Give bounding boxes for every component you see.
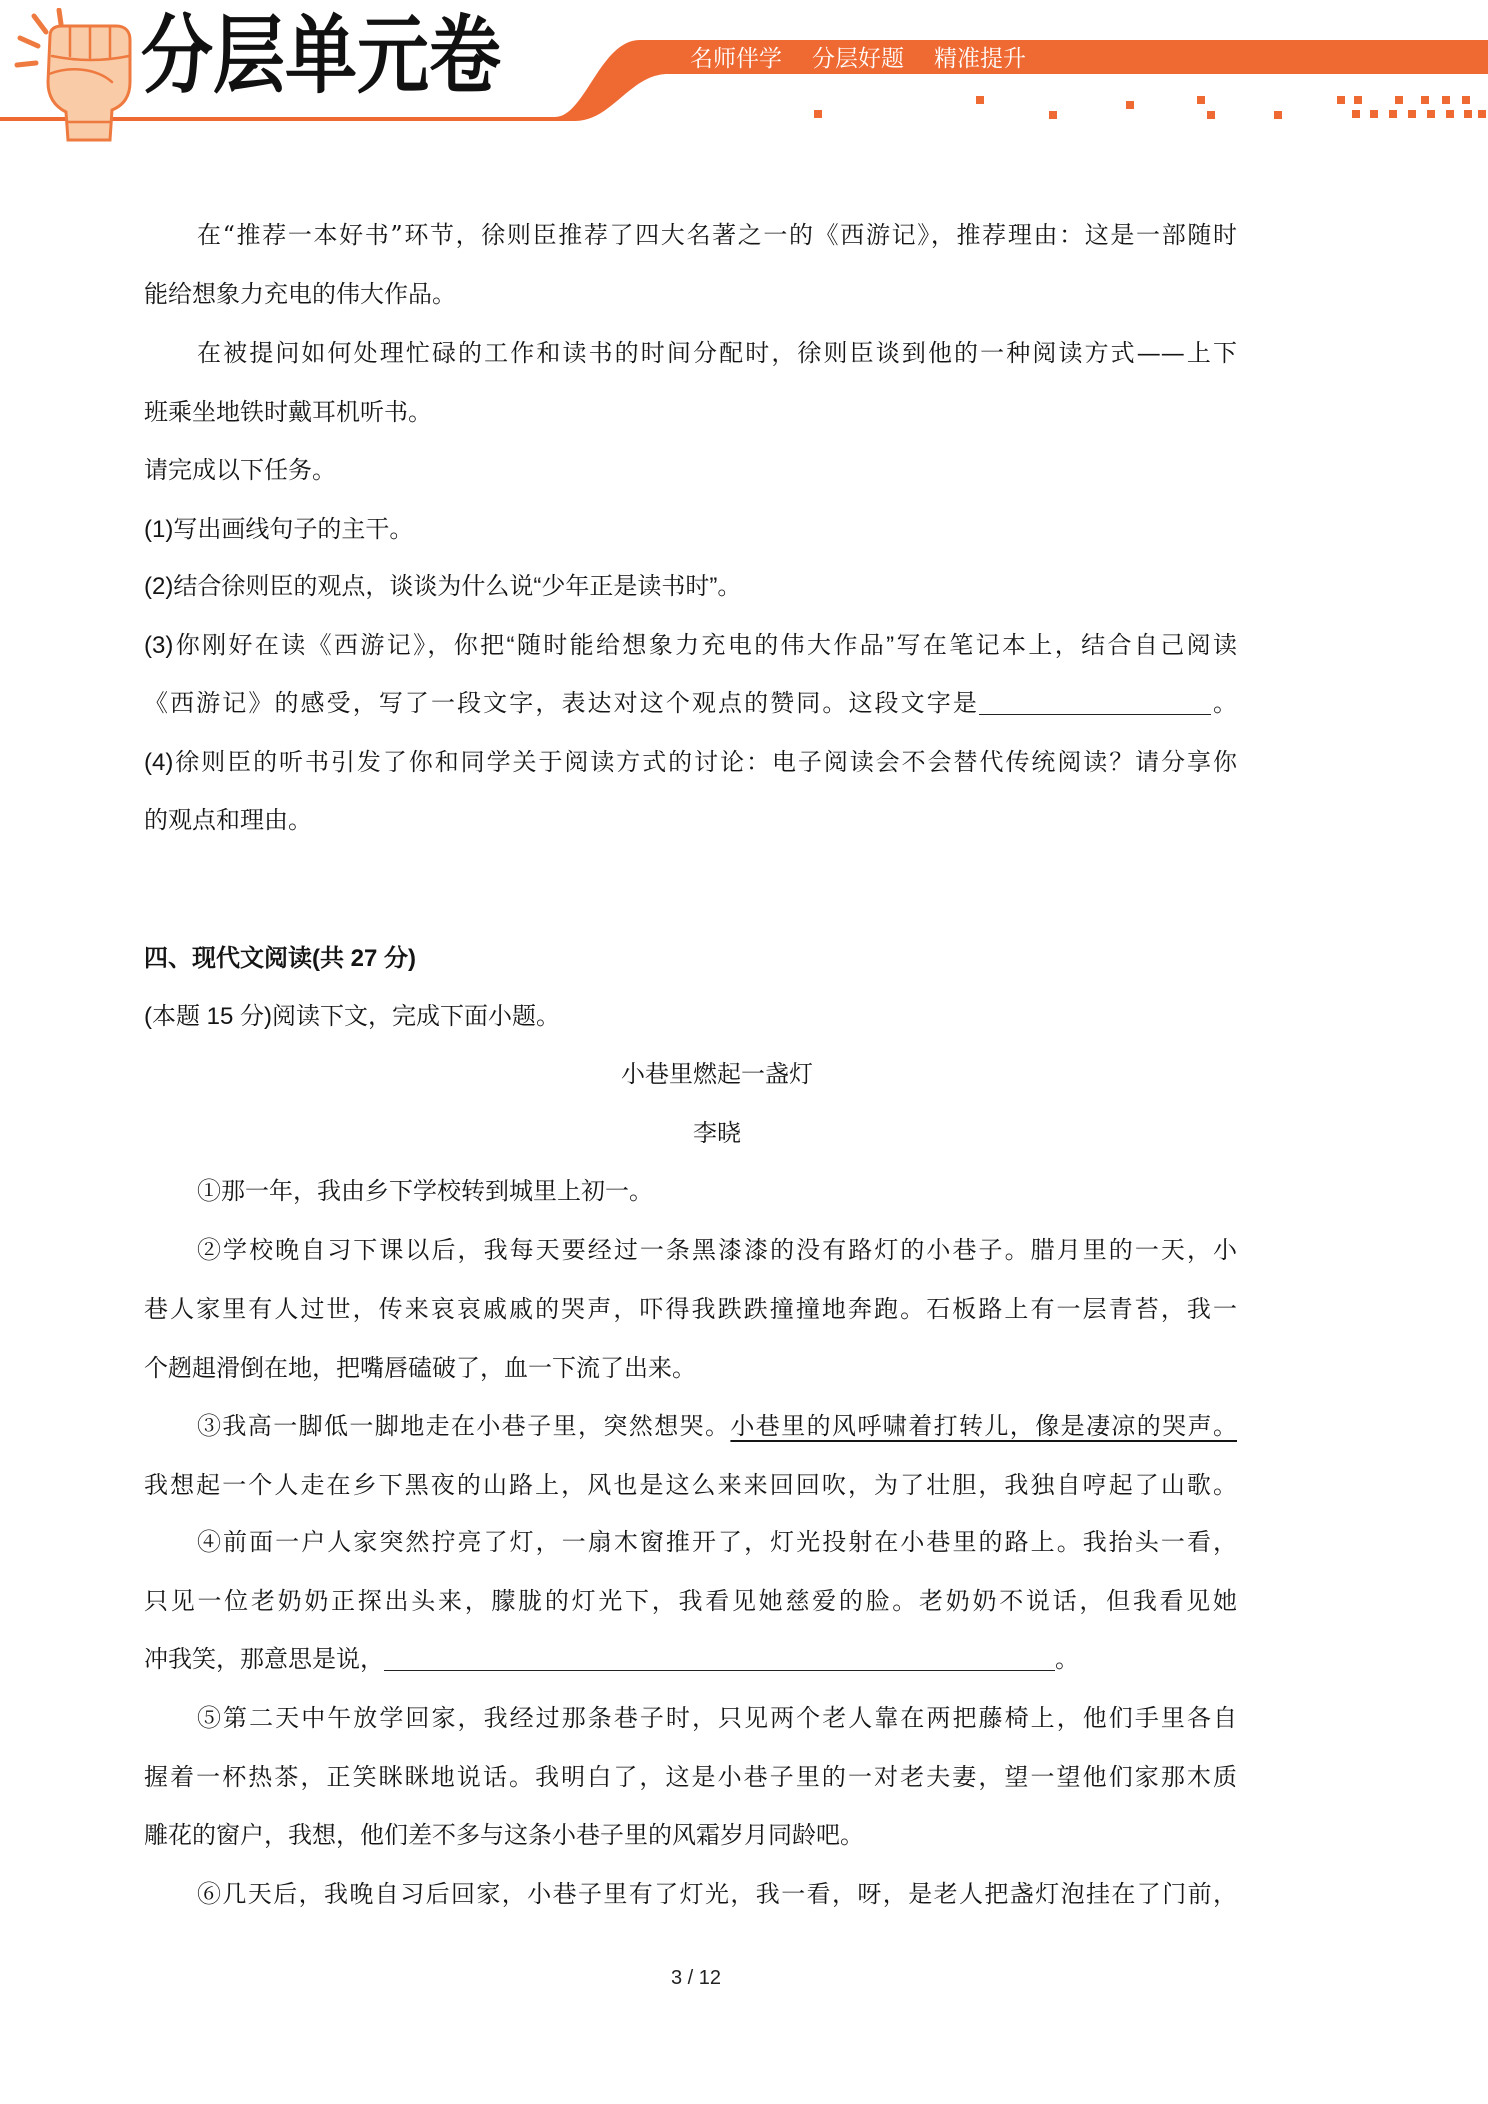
question-line: (2)结合徐则臣的观点，谈谈为什么说“少年正是读书时”。 <box>144 573 742 600</box>
slogan-bar <box>690 45 1026 71</box>
series-title: 分层单元卷 <box>141 9 502 104</box>
text-line: 班乘坐地铁时戴耳机听书。 <box>144 398 432 426</box>
question-line: 的观点和理由。 <box>144 807 312 834</box>
slogan-item: 名师伴学 <box>690 45 782 71</box>
section-instruction: (本题 15 分)阅读下文，完成下面小题。 <box>144 1003 561 1030</box>
question-line <box>144 687 1237 721</box>
text-line <box>144 1409 1237 1443</box>
slogan-item: 精准提升 <box>934 45 1026 71</box>
text-line: 在被提问如何处理忙碌的工作和读书的时间分配时，徐则臣谈到他的一种阅读方式——上下 <box>197 339 1237 367</box>
article-author: 李晓 <box>693 1119 741 1147</box>
text-line: ⑤第二天中午放学回家，我经过那条巷子时，只见两个老人靠在两把藤椅上，他们手里各自 <box>197 1704 1237 1732</box>
underlined-sentence: 小巷里的风呼啸着打转儿，像是凄凉的哭声。 <box>730 1412 1237 1440</box>
answer-blank <box>979 692 1211 715</box>
text-line: ②学校晚自习下课以后，我每天要经过一条黑漆漆的没有路灯的小巷子。腊月里的一天，小 <box>197 1236 1237 1264</box>
line-text: 。 <box>1055 1645 1079 1673</box>
text-line: 巷人家里有人过世，传来哀哀戚戚的哭声，吓得我跌跌撞撞地奔跑。石板路上有一层青苔，我一 <box>144 1295 1237 1323</box>
question-line: (3)你刚好在读《西游记》，你把“随时能给想象力充电的伟大作品”写在笔记本上，结合自己阅读 <box>144 632 1237 659</box>
line-text: 冲我笑，那意思是说， <box>144 1645 384 1673</box>
text-line: 个趔趄滑倒在地，把嘴唇磕破了，血一下流了出来。 <box>144 1354 696 1382</box>
text-line: ⑥几天后，我晚自习后回家，小巷子里有了灯光，我一看，呀，是老人把盏灯泡挂在了门前， <box>197 1880 1237 1908</box>
line-text: ③我高一脚低一脚地走在小巷子里，突然想哭。 <box>197 1412 731 1440</box>
text-line: ①那一年，我由乡下学校转到城里上初一。 <box>197 1177 653 1205</box>
raised-fist-icon <box>8 8 136 142</box>
question-line: (1)写出画线句子的主干。 <box>144 516 414 543</box>
text-line: 我想起一个人走在乡下黑夜的山路上，风也是这么来来回回吹，为了壮胆，我独自哼起了山歌。 <box>144 1471 1237 1499</box>
text-line: 握着一杯热茶，正笑眯眯地说话。我明白了，这是小巷子里的一对老夫妻，望一望他们家那木质 <box>144 1763 1237 1791</box>
question-line: (4)徐则臣的听书引发了你和同学关于阅读方式的讨论：电子阅读会不会替代传统阅读？请分享你 <box>144 749 1237 776</box>
line-text: 《西游记》的感受，写了一段文字，表达对这个观点的赞同。这段文字是 <box>144 690 979 717</box>
section-heading: 四、现代文阅读(共 27 分) <box>144 945 417 972</box>
slogan-item: 分层好题 <box>812 45 904 71</box>
text-line: 在“推荐一本好书”环节，徐则臣推荐了四大名著之一的《西游记》，推荐理由：这是一部随时 <box>197 221 1237 249</box>
text-line: 只见一位老奶奶正探出头来，朦胧的灯光下，我看见她慈爱的脸。老奶奶不说话，但我看见她 <box>144 1587 1237 1615</box>
text-line <box>144 1642 1237 1676</box>
text-line: ④前面一户人家突然拧亮了灯，一扇木窗推开了，灯光投射在小巷里的路上。我抬头一看， <box>197 1528 1237 1556</box>
header-decor-squares <box>814 96 1486 119</box>
text-line: 能给想象力充电的伟大作品。 <box>144 280 456 308</box>
line-text: 。 <box>1210 690 1237 717</box>
text-line: 雕花的窗户，我想，他们差不多与这条小巷子里的风霜岁月同龄吧。 <box>144 1821 864 1849</box>
answer-blank <box>384 1648 1055 1671</box>
task-prompt: 请完成以下任务。 <box>144 457 336 484</box>
page-number: 3 / 12 <box>670 1967 722 1989</box>
article-title: 小巷里燃起一盏灯 <box>621 1060 813 1088</box>
